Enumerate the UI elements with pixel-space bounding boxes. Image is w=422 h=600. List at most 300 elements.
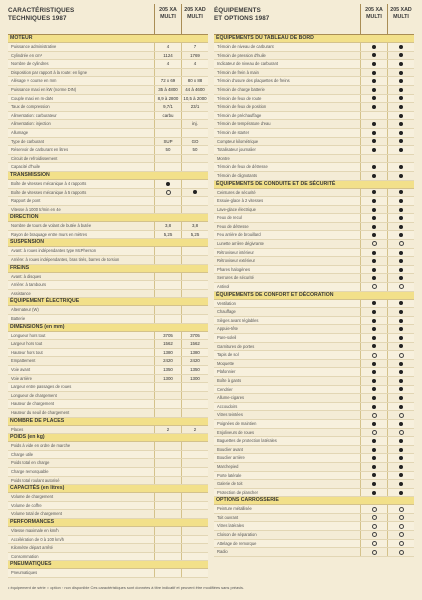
- spec-value-c2: [387, 69, 414, 77]
- option-ring-icon: [372, 524, 377, 529]
- standard-dot-icon: [372, 301, 376, 305]
- spec-value-c1: [360, 540, 387, 548]
- spec-label: Bouclier arrière: [217, 455, 245, 461]
- left-table-body: [8, 35, 208, 578]
- spec-row: [214, 403, 414, 412]
- section-header: PNEUMATIQUES: [8, 561, 208, 569]
- spec-label: Kilomètre départ arrêté: [11, 545, 53, 551]
- option-ring-icon: [372, 284, 377, 289]
- option-ring-icon: [372, 430, 377, 435]
- spec-row: [214, 300, 414, 309]
- spec-label: Pare-soleil: [217, 335, 237, 340]
- spec-value-c2: [387, 52, 414, 60]
- spec-value-c2: [387, 377, 414, 385]
- spec-value-c1: [360, 266, 387, 274]
- spec-label: Galerie de toit: [217, 481, 243, 487]
- spec-value-c2: 2420: [181, 357, 208, 365]
- spec-row: [8, 103, 208, 112]
- spec-label: Vitesse à 1000 tr/min en 4e: [11, 206, 61, 212]
- spec-row: [8, 306, 208, 315]
- spec-value-c2: [181, 306, 208, 314]
- spec-value-c1: [154, 163, 181, 171]
- spec-value-c1: [360, 60, 387, 68]
- spec-label: Témoin de clignotants: [217, 172, 258, 178]
- spec-row: [214, 197, 414, 206]
- spec-label: Appuie-tête: [217, 326, 238, 332]
- spec-row: [214, 189, 414, 198]
- spec-value-c1: [154, 180, 181, 188]
- standard-dot-icon: [399, 473, 403, 477]
- spec-value-c1: [360, 231, 387, 239]
- spec-value-c2: [181, 392, 208, 400]
- spec-value-c2: [387, 240, 414, 248]
- spec-value-c2: [387, 489, 414, 497]
- standard-dot-icon: [372, 79, 376, 83]
- standard-dot-icon: [372, 190, 376, 194]
- spec-value-c2: [181, 493, 208, 501]
- spec-label: Arrière: à roues indépendantes, bras tirés, barres de torsion: [11, 257, 120, 263]
- spec-row: [214, 411, 414, 420]
- spec-value-c1: [154, 189, 181, 197]
- spec-value-c1: [360, 197, 387, 205]
- spec-value-c1: 50: [154, 146, 181, 154]
- section-header: DIRECTION: [8, 214, 208, 222]
- spec-row: [214, 446, 414, 455]
- option-ring-icon: [399, 524, 404, 529]
- option-ring-icon: [372, 241, 377, 246]
- spec-row: [214, 514, 414, 523]
- spec-value-c1: [360, 368, 387, 376]
- spec-row: [214, 172, 414, 181]
- spec-label: Antivol: [217, 284, 230, 290]
- spec-value-c2: [387, 283, 414, 291]
- section-header: ÉQUIPEMENTS DU TABLEAU DE BORD: [214, 35, 414, 43]
- standard-dot-icon: [372, 327, 376, 331]
- spec-label: Boîte à gants: [217, 377, 242, 383]
- spec-value-c2: GO: [181, 138, 208, 146]
- spec-value-c2: [387, 480, 414, 488]
- spec-value-c2: [181, 69, 208, 77]
- spec-row: [8, 146, 208, 155]
- spec-label: Alimentation: injection: [11, 121, 51, 127]
- spec-value-c2: [387, 77, 414, 85]
- spec-value-c1: [360, 43, 387, 51]
- spec-value-c1: [360, 334, 387, 342]
- standard-dot-icon: [399, 310, 403, 314]
- option-ring-icon: [372, 507, 377, 512]
- spec-value-c2: 5,25: [181, 231, 208, 239]
- spec-value-c2: [181, 189, 208, 197]
- spec-label: Essuie-glace à 2 vitesses: [217, 198, 264, 204]
- spec-label: Ceintures de sécurité: [217, 189, 256, 195]
- standard-dot-icon: [399, 327, 403, 331]
- left-header-col2: 205 XAD MULTI: [181, 4, 208, 34]
- standard-dot-icon: [399, 148, 403, 152]
- spec-row: [214, 69, 414, 78]
- spec-value-c2: [181, 527, 208, 535]
- standard-dot-icon: [372, 53, 376, 57]
- standard-dot-icon: [372, 62, 376, 66]
- standard-dot-icon: [166, 182, 170, 186]
- spec-value-c1: [360, 480, 387, 488]
- spec-value-c1: [154, 120, 181, 128]
- spec-label: Batterie: [11, 316, 26, 322]
- spec-value-c1: [360, 155, 387, 163]
- spec-label: Réservoir de carburant en litres: [11, 147, 69, 153]
- standard-dot-icon: [372, 122, 376, 126]
- spec-value-c1: 35 à 4800: [154, 86, 181, 94]
- spec-value-c2: [181, 468, 208, 476]
- spec-value-c1: 2420: [154, 357, 181, 365]
- standard-dot-icon: [372, 491, 376, 495]
- spec-row: [8, 426, 208, 435]
- section-header: TRANSMISSION: [8, 172, 208, 180]
- spec-label: Poignées de maintien: [217, 420, 257, 426]
- spec-value-c1: [154, 493, 181, 501]
- spec-value-c2: [181, 383, 208, 391]
- spec-label: Empattement: [11, 358, 36, 364]
- spec-value-c2: 1769: [181, 52, 208, 60]
- spec-row: [214, 540, 414, 549]
- spec-row: [214, 103, 414, 112]
- spec-value-c1: [360, 129, 387, 137]
- standard-dot-icon: [372, 456, 376, 460]
- spec-value-c2: [181, 477, 208, 485]
- spec-value-c2: [387, 257, 414, 265]
- spec-value-c1: [360, 454, 387, 462]
- spec-value-c1: [154, 553, 181, 561]
- standard-dot-icon: [399, 491, 403, 495]
- standard-dot-icon: [399, 62, 403, 66]
- spec-value-c1: [154, 247, 181, 255]
- spec-label: Places: [11, 426, 24, 432]
- right-table-body: [214, 35, 414, 557]
- spec-value-c2: [181, 129, 208, 137]
- spec-row: [214, 343, 414, 352]
- spec-label: Hauteur hors tout: [11, 349, 43, 355]
- standard-dot-icon: [193, 190, 197, 194]
- spec-value-c1: [154, 536, 181, 544]
- standard-dot-icon: [372, 131, 376, 135]
- spec-row: [214, 240, 414, 249]
- spec-label: Plafonnier: [217, 369, 236, 375]
- spec-value-c1: [360, 95, 387, 103]
- spec-label: Charge utile: [11, 451, 34, 457]
- spec-label: Rétroviseur intérieur: [217, 249, 254, 255]
- spec-value-c2: [387, 103, 414, 111]
- standard-dot-icon: [372, 165, 376, 169]
- spec-row: [8, 442, 208, 451]
- spec-row: [214, 420, 414, 429]
- spec-label: Accoudoirs: [217, 403, 238, 409]
- section-header: SUSPENSION: [8, 239, 208, 247]
- spec-value-c1: [154, 459, 181, 467]
- spec-value-c2: [181, 510, 208, 518]
- spec-row: [8, 544, 208, 553]
- standard-dot-icon: [372, 362, 376, 366]
- spec-value-c1: 1562: [154, 340, 181, 348]
- spec-value-c2: 1380: [181, 349, 208, 357]
- spec-value-c1: [154, 273, 181, 281]
- spec-label: Marchepied: [217, 463, 239, 469]
- spec-value-c1: [360, 489, 387, 497]
- spec-value-c1: [360, 120, 387, 128]
- spec-label: Boîte de vitesses mécanique à 4 rapports: [11, 180, 87, 186]
- spec-label: Alimentation: carburateur: [11, 112, 57, 118]
- spec-row: [8, 273, 208, 282]
- spec-row: [8, 340, 208, 349]
- spec-row: [8, 112, 208, 121]
- spec-value-c2: [181, 400, 208, 408]
- spec-label: Baguettes de protection latérales: [217, 438, 277, 444]
- spec-row: [8, 332, 208, 341]
- spec-label: Capacité d'huile: [11, 164, 41, 170]
- spec-value-c2: [387, 231, 414, 239]
- spec-label: Hauteur de chargement: [11, 401, 55, 407]
- spec-row: [8, 536, 208, 545]
- option-ring-icon: [372, 353, 377, 358]
- spec-row: [8, 129, 208, 138]
- spec-label: Garnitures de portes: [217, 343, 255, 349]
- spec-row: [214, 274, 414, 283]
- spec-value-c2: [387, 112, 414, 120]
- spec-value-c2: [387, 351, 414, 359]
- standard-dot-icon: [399, 174, 403, 178]
- spec-row: [214, 472, 414, 481]
- spec-value-c1: [360, 317, 387, 325]
- spec-value-c1: [360, 300, 387, 308]
- spec-value-c1: [154, 409, 181, 417]
- standard-dot-icon: [399, 319, 403, 323]
- spec-label: Alternateur (W): [11, 307, 39, 313]
- spec-value-c1: [360, 240, 387, 248]
- spec-value-c2: [387, 368, 414, 376]
- spec-value-c1: [154, 197, 181, 205]
- spec-row: [214, 52, 414, 61]
- section-header: POIDS (en kg): [8, 434, 208, 442]
- spec-value-c2: [181, 451, 208, 459]
- spec-value-c1: [154, 256, 181, 264]
- spec-label: Type de carburant: [11, 138, 44, 144]
- spec-value-c2: [387, 386, 414, 394]
- standard-dot-icon: [372, 199, 376, 203]
- spec-row: [214, 266, 414, 275]
- standard-dot-icon: [399, 259, 403, 263]
- spec-label: Bouclier avant: [217, 446, 243, 452]
- spec-value-c1: 2: [154, 426, 181, 434]
- standard-dot-icon: [399, 139, 403, 143]
- spec-value-c1: [154, 569, 181, 577]
- spec-value-c2: 50: [181, 146, 208, 154]
- standard-dot-icon: [399, 301, 403, 305]
- spec-value-c2: [387, 548, 414, 556]
- left-header: [8, 4, 208, 35]
- right-column: [214, 4, 414, 557]
- spec-value-c2: [387, 334, 414, 342]
- spec-value-c1: [360, 420, 387, 428]
- right-header: [214, 4, 414, 35]
- spec-label: Avant: à disques: [11, 273, 42, 279]
- standard-dot-icon: [399, 276, 403, 280]
- spec-label: Moquette: [217, 360, 235, 366]
- spec-row: [214, 86, 414, 95]
- spec-label: Ventilation: [217, 300, 236, 306]
- spec-row: [8, 231, 208, 240]
- option-ring-icon: [399, 284, 404, 289]
- spec-value-c1: 3705: [154, 332, 181, 340]
- legend-footer: [8, 585, 414, 590]
- spec-value-c1: [360, 257, 387, 265]
- spec-row: [8, 400, 208, 409]
- spec-label: Circuit de refroidissement: [11, 155, 58, 161]
- spec-row: [214, 368, 414, 377]
- spec-value-c1: [360, 69, 387, 77]
- standard-dot-icon: [372, 71, 376, 75]
- spec-value-c2: [387, 172, 414, 180]
- spec-value-c2: [387, 300, 414, 308]
- spec-value-c2: [181, 155, 208, 163]
- spec-label: Protection de plancher: [217, 489, 258, 495]
- spec-row: [214, 522, 414, 531]
- spec-value-c2: 3705: [181, 332, 208, 340]
- spec-label: Toit ouvrant: [217, 514, 239, 520]
- spec-value-c2: [181, 569, 208, 577]
- spec-row: [214, 394, 414, 403]
- section-header: ÉQUIPEMENT ÉLECTRIQUE: [8, 298, 208, 306]
- spec-row: [214, 317, 414, 326]
- spec-value-c2: [181, 290, 208, 298]
- spec-value-c1: [154, 206, 181, 214]
- spec-label: Feux de recul: [217, 215, 242, 221]
- spec-value-c2: [387, 146, 414, 154]
- spec-row: [8, 477, 208, 486]
- spec-value-c2: [181, 112, 208, 120]
- spec-label: Témoin de pression d'huile: [217, 52, 266, 58]
- standard-dot-icon: [372, 379, 376, 383]
- spec-row: [214, 231, 414, 240]
- spec-row: [214, 206, 414, 215]
- spec-row: [214, 146, 414, 155]
- spec-label: Témoin de feux de route: [217, 95, 262, 101]
- spec-label: Boîte de vitesses mécanique à 5 rapports: [11, 189, 87, 195]
- option-ring-icon: [372, 413, 377, 418]
- standard-dot-icon: [372, 174, 376, 178]
- spec-row: [8, 527, 208, 536]
- spec-value-c2: 1300: [181, 375, 208, 383]
- standard-dot-icon: [372, 482, 376, 486]
- standard-dot-icon: [372, 405, 376, 409]
- spec-row: [214, 120, 414, 129]
- spec-row: [214, 249, 414, 258]
- standard-dot-icon: [399, 165, 403, 169]
- spec-value-c2: [387, 360, 414, 368]
- spec-value-c1: [360, 377, 387, 385]
- spec-label: Attelage de remorque: [217, 540, 257, 546]
- standard-dot-icon: [399, 370, 403, 374]
- spec-value-c2: [387, 429, 414, 437]
- spec-label: Hauteur du seuil de chargement: [11, 409, 70, 415]
- spec-row: [8, 409, 208, 418]
- spec-row: [8, 281, 208, 290]
- standard-dot-icon: [372, 319, 376, 323]
- spec-label: Lave-glace électrique: [217, 206, 256, 212]
- standard-dot-icon: [372, 259, 376, 263]
- spec-value-c2: [387, 472, 414, 480]
- spec-value-c1: [154, 69, 181, 77]
- option-ring-icon: [399, 532, 404, 537]
- spec-value-c1: [360, 214, 387, 222]
- spec-value-c1: [360, 360, 387, 368]
- spec-row: [214, 437, 414, 446]
- spec-label: Longueur de chargement: [11, 392, 57, 398]
- spec-value-c2: [387, 437, 414, 445]
- right-header-title: ÉQUIPEMENTS ET OPTIONS 1987: [214, 7, 270, 22]
- spec-value-c1: [360, 274, 387, 282]
- spec-value-c1: SUP: [154, 138, 181, 146]
- spec-label: Phares halogènes: [217, 266, 251, 272]
- spec-value-c1: [360, 206, 387, 214]
- standard-dot-icon: [372, 473, 376, 477]
- standard-dot-icon: [399, 362, 403, 366]
- right-header-col1: 205 XA MULTI: [360, 4, 387, 34]
- spec-label: Cloison de séparation: [217, 532, 257, 538]
- spec-label: Longueur hors tout: [11, 332, 46, 338]
- spec-row: [8, 222, 208, 231]
- standard-dot-icon: [399, 422, 403, 426]
- spec-label: Compteur kilométrique: [217, 138, 259, 144]
- option-ring-icon: [399, 550, 404, 555]
- spec-value-c2: [181, 206, 208, 214]
- spec-label: Poids total roulant autorisé: [11, 477, 60, 483]
- spec-label: Serrures de sécurité: [217, 275, 254, 281]
- spec-row: [8, 451, 208, 460]
- spec-row: [214, 138, 414, 147]
- spec-label: Rayon de braquage entre murs en mètres: [11, 231, 88, 237]
- spec-label: Allume-cigares: [217, 395, 245, 401]
- spec-value-c1: [360, 472, 387, 480]
- spec-value-c2: [387, 463, 414, 471]
- spec-row: [8, 247, 208, 256]
- spec-row: [8, 120, 208, 129]
- spec-row: [214, 548, 414, 557]
- spec-row: [8, 383, 208, 392]
- standard-dot-icon: [372, 96, 376, 100]
- left-header-title: CARACTÉRISTIQUES TECHNIQUES 1987: [8, 7, 75, 22]
- spec-row: [214, 531, 414, 540]
- spec-value-c1: [154, 281, 181, 289]
- spec-label: Indicateur de niveau de carburant: [217, 61, 278, 67]
- spec-value-c2: [387, 420, 414, 428]
- spec-value-c1: [360, 446, 387, 454]
- spec-value-c1: [360, 403, 387, 411]
- option-ring-icon: [372, 550, 377, 555]
- spec-value-c1: 1300: [154, 375, 181, 383]
- spec-row: [214, 505, 414, 514]
- spec-label: Alésage × course en mm: [11, 78, 57, 84]
- spec-value-c2: [387, 129, 414, 137]
- standard-dot-icon: [399, 268, 403, 272]
- standard-dot-icon: [372, 88, 376, 92]
- section-header: ÉQUIPEMENTS DE CONDUITE ET DE SÉCURITÉ: [214, 181, 414, 189]
- spec-label: Témoin de feux de position: [217, 104, 267, 110]
- spec-value-c2: [387, 540, 414, 548]
- option-ring-icon: [399, 430, 404, 435]
- spec-label: Peinture métallisée: [217, 506, 252, 512]
- standard-dot-icon: [372, 465, 376, 469]
- spec-value-c2: [181, 553, 208, 561]
- spec-value-c1: 4: [154, 60, 181, 68]
- standard-dot-icon: [399, 439, 403, 443]
